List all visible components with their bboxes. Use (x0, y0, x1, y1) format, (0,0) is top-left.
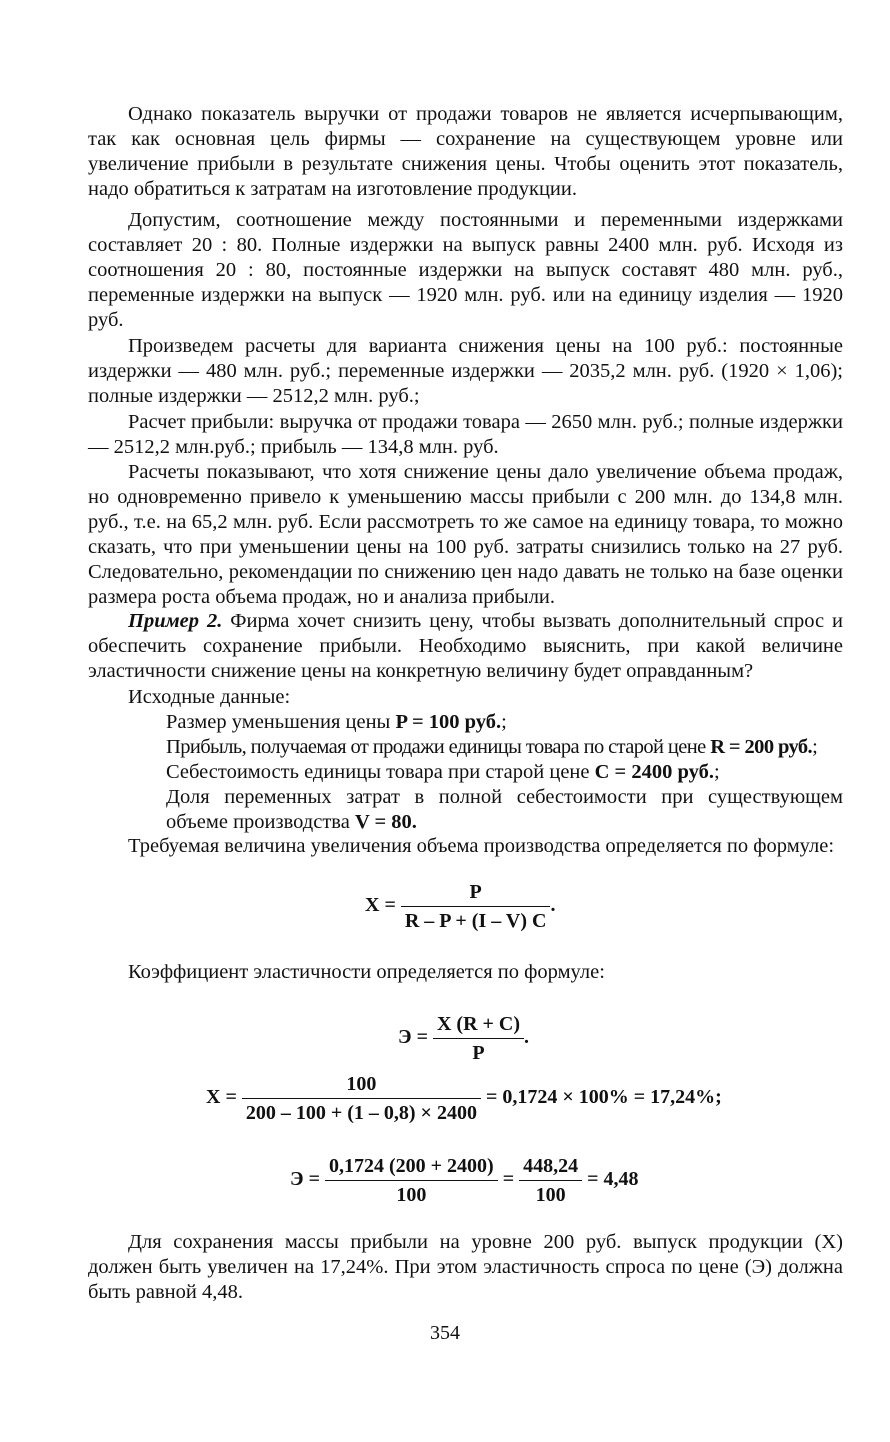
data-item-1-end: ; (501, 711, 507, 733)
formula-x-numerator: P (401, 880, 551, 907)
calc-x-denominator: 200 – 100 + (1 – 0,8) × 2400 (245, 1102, 477, 1124)
conclusion-paragraph: Для сохранения массы прибыли на уровне 200 руб. выпуск продукции (X) должен быть увеличен на 17,24%. При этом эластичность спроса по цене (Э) должна быть равной 4,48. (88, 1231, 843, 1303)
paragraph-2-block (88, 208, 843, 333)
data-item-1-value: P = 100 руб. (395, 711, 502, 733)
example-2-title: Пример 2. (128, 610, 223, 632)
formula-x-denominator: R – P + (I – V) C (404, 910, 547, 932)
data-item-variable-share (88, 785, 843, 835)
formula-e-fraction (433, 1012, 524, 1065)
paragraph-3: Произведем расчеты для варианта снижения цены на 100 руб.: постоянные издержки — 480 млн. руб.; переменные издержки — 2035,2 млн. руб. (1920 × 1,06); полные издержки — 2512,2 млн. руб.; (88, 335, 843, 407)
conclusion-block (88, 1230, 843, 1305)
formula-x-intro: Требуемая величина увеличения объема производства определяется по формуле: (128, 835, 835, 857)
calc-e-numerator-1: 0,1724 (200 + 2400) (325, 1154, 498, 1181)
formula-x-definition (365, 880, 555, 933)
page-number: 354 (430, 1322, 460, 1344)
paragraph-3-block (88, 334, 843, 409)
paragraph-5-block (88, 460, 843, 610)
example-2-text: Фирма хочет снизить цену, чтобы вызвать дополнительный спрос и обеспечить сохранение прибыли. Необходимо выяснить, при какой величине эластичности снижение цены на конкретную величину будет оправданным? (88, 610, 843, 682)
data-item-4-text: Доля переменных затрат в полной себестоимости при существующем объеме производства (166, 786, 843, 833)
elasticity-intro: Коэффициент эластичности определяется по формуле: (128, 961, 605, 983)
paragraph-1: Однако показатель выручки от продажи товаров не является исчерпывающим, так как основная цель фирмы — сохранение на существующем уровне или увеличение прибыли в результате снижения цены. Чтобы оценить этот показатель, надо обратиться к затратам на изготовление продукции. (88, 103, 843, 200)
initial-data-block (88, 685, 843, 835)
calc-x-numerator: 100 (242, 1072, 481, 1099)
calc-e-numerator-2: 448,24 (519, 1154, 582, 1181)
data-item-3-value: C = 2400 руб. (594, 761, 714, 783)
formula-e-numerator: X (R + C) (433, 1012, 524, 1039)
formula-x-fraction (401, 880, 551, 933)
paragraph-intro (88, 102, 843, 202)
formula-intro-block (88, 834, 843, 859)
formula-elasticity-calculation (290, 1154, 639, 1207)
calc-e-fraction-1 (325, 1154, 498, 1207)
calc-x-lhs: X = (206, 1086, 237, 1109)
example-2-block (88, 609, 843, 684)
data-item-profit (88, 735, 843, 760)
calc-e-denominator-2: 100 (535, 1184, 566, 1206)
formula-e-lhs: Э = (398, 1026, 428, 1049)
paragraph-4: Расчет прибыли: выручка от продажи товара — 2650 млн. руб.; полные издержки — 2512,2 млн.руб.; прибыль — 134,8 млн. руб. (88, 411, 843, 458)
calc-e-equals: = (502, 1168, 515, 1191)
data-item-2-value: R = 200 руб. (710, 736, 813, 758)
paragraph-2: Допустим, соотношение между постоянными и переменными издержками составляет 20 : 80. Полные издержки на выпуск равны 2400 млн. руб. Исходя из соотношения 20 : 80, постоянные издержки на выпуск составят 480 млн. руб., переменные издержки на выпуск — 1920 млн. руб. или на единицу изделия — 1920 руб. (88, 209, 843, 331)
initial-data-heading: Исходные данные: (128, 686, 291, 708)
data-item-price-reduction (88, 710, 843, 735)
paragraph-5: Расчеты показывают, что хотя снижение цены дало увеличение объема продаж, но одновременно привело к уменьшению массы прибыли с 200 млн. до 134,8 млн. руб., т.е. на 65,2 млн. руб. Если рассмотреть то же самое на единицу товара, то можно сказать, что при уменьшении цены на 100 руб. затраты снизились только на 27 руб. Следовательно, рекомендации по снижению цен надо давать не только на базе оценки размера роста объема продаж, но и анализа прибыли. (88, 461, 843, 608)
data-item-1-text: Размер уменьшения цены (166, 711, 396, 733)
calc-x-fraction (242, 1072, 481, 1125)
data-item-2-end: ; (812, 736, 818, 758)
calc-x-result: = 0,1724 × 100% = 17,24%; (485, 1086, 722, 1109)
calc-e-fraction-2 (519, 1154, 582, 1207)
formula-e-tail: . (524, 1026, 530, 1049)
data-item-4-value: V = 80. (354, 811, 417, 833)
data-item-3-end: ; (713, 761, 720, 783)
data-item-2-text: Прибыль, получаемая от продажи единицы товара по старой цене (166, 736, 711, 758)
example-2-paragraph (88, 609, 843, 684)
calc-e-result: = 4,48 (587, 1168, 639, 1191)
formula-x-lhs: X = (365, 894, 396, 917)
formula-x-calculation (206, 1072, 722, 1125)
calc-e-denominator-1: 100 (396, 1184, 427, 1206)
calc-e-lhs: Э = (290, 1168, 320, 1191)
formula-e-denominator: P (472, 1042, 485, 1064)
data-item-cost (88, 760, 843, 785)
data-item-3-text: Себестоимость единицы товара при старой цене (166, 761, 595, 783)
formula-elasticity-definition (398, 1012, 529, 1065)
paragraph-4-block (88, 410, 843, 460)
elasticity-intro-block (88, 960, 843, 985)
formula-x-tail: . (550, 894, 556, 917)
